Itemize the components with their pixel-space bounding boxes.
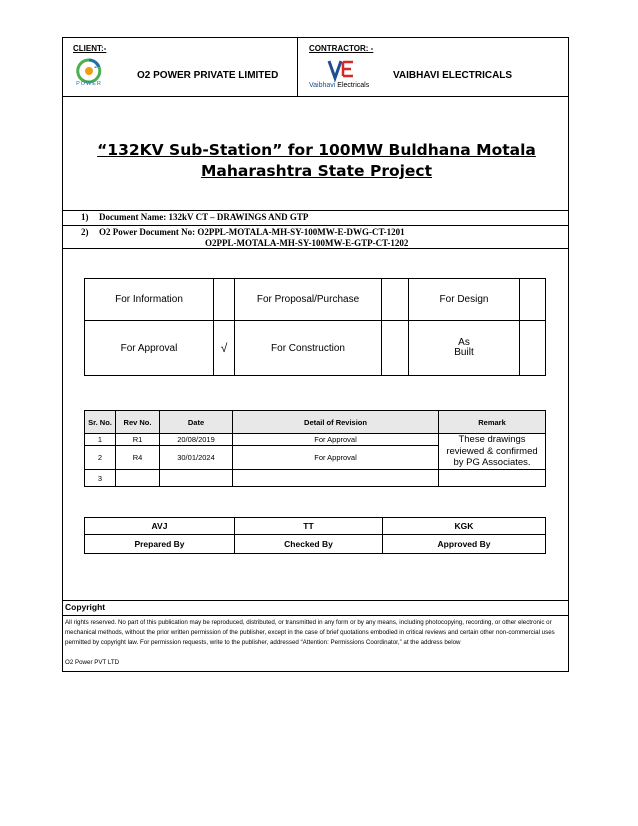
document-name: Document Name: 132kV CT – DRAWINGS AND GTP (99, 212, 309, 222)
doc-rule-1 (63, 210, 568, 211)
client-label: CLIENT:- (73, 44, 107, 53)
rev-header-rev: Rev No. (116, 411, 160, 434)
purpose-as-built-check (520, 321, 546, 376)
rev-cell-date: 30/01/2024 (160, 446, 233, 470)
rev-cell-date (160, 470, 233, 487)
copyright-top-rule (63, 600, 568, 601)
purpose-for-approval: For Approval (85, 321, 214, 376)
rev-cell-detail: For Approval (233, 434, 439, 446)
purpose-table (84, 278, 546, 376)
purpose-design-check (520, 279, 546, 321)
document-number-2: O2PPL-MOTALA-MH-SY-100MW-E-GTP-CT-1202 (205, 238, 409, 248)
purpose-proposal-check (382, 279, 409, 321)
project-title-line2: Maharashtra State Project (200, 162, 433, 180)
rev-cell-sr: 1 (85, 434, 116, 446)
contractor-label: CONTRACTOR: - (309, 44, 374, 53)
purpose-for-information: For Information (85, 279, 214, 321)
purpose-for-design: For Design (409, 279, 520, 321)
rev-header-date: Date (160, 411, 233, 434)
rev-cell-date: 20/08/2019 (160, 434, 233, 446)
vaibhavi-logo (309, 58, 369, 94)
document-sheet (62, 37, 569, 672)
header-divider (297, 38, 298, 96)
prepared-by-label: Prepared By (85, 535, 235, 554)
doc-item-1-number: 1) (81, 212, 89, 222)
document-number-1: O2 Power Document No: O2PPL-MOTALA-MH-SY-100MW-E-DWG-CT-1201 (99, 227, 405, 237)
o2-power-logo (71, 56, 107, 90)
purpose-construction-check (382, 321, 409, 376)
signoff-table (84, 517, 546, 554)
header-bottom-rule (63, 96, 568, 97)
rev-cell-detail (233, 470, 439, 487)
copyright-text: All rights reserved. No part of this publication may be reproduced, distributed, or transmitted in any form or by any means, including photocopying, recording, or other electronic or mechanical methods, without the prior written permission of the publisher, except in the case of brief quotations embodied in critical reviews and certain other non-commercial uses permitted by copyright law. For permission requests, write to the publisher, addressed “Attention: Permissions Coordinator,” at the address below (65, 619, 555, 646)
purpose-approval-check: √ (214, 321, 235, 376)
rev-remark-line1: These drawings (458, 434, 526, 446)
rev-remark-line3: by PG Associates. (453, 457, 531, 469)
rev-cell-sr: 3 (85, 470, 116, 487)
doc-item-2-number: 2) (81, 227, 89, 237)
rev-remark-line2: reviewed & confirmed (446, 445, 538, 457)
approved-by-label: Approved By (383, 535, 546, 554)
rev-header-remark: Remark (439, 411, 546, 434)
rev-cell-sr: 2 (85, 446, 116, 470)
checked-by-name: TT (235, 518, 383, 535)
rev-cell-rev: R4 (116, 446, 160, 470)
table-row (85, 434, 546, 446)
rev-header-sr: Sr. No. (85, 411, 116, 434)
copyright-heading: Copyright (65, 602, 106, 612)
purpose-as-built-line1: As (458, 337, 470, 348)
purpose-as-built (409, 321, 520, 376)
purpose-as-built-line2: Built (454, 347, 474, 358)
svg-text:2: 2 (94, 63, 98, 70)
copyright-heading-rule (63, 615, 568, 616)
rev-cell-detail: For Approval (233, 446, 439, 470)
vaibhavi-logo-text (309, 82, 379, 89)
checked-by-label: Checked By (235, 535, 383, 554)
contractor-name: VAIBHAVI ELECTRICALS (393, 70, 513, 81)
rev-cell-rev: R1 (116, 434, 160, 446)
approved-by-name: KGK (383, 518, 546, 535)
table-row (85, 470, 546, 487)
client-name: O2 POWER PRIVATE LIMITED (137, 70, 279, 81)
doc-rule-3 (63, 248, 568, 249)
revision-table (84, 410, 546, 487)
rev-cell-rev (116, 470, 160, 487)
o2-logo-text: POWER (76, 81, 102, 87)
purpose-for-construction: For Construction (235, 321, 382, 376)
prepared-by-name: AVJ (85, 518, 235, 535)
vaibhavi-logo-text-b: Electricals (337, 82, 370, 89)
rev-cell-remark (439, 470, 546, 487)
vaibhavi-logo-text-a: Vaibhavi (309, 82, 336, 89)
doc-rule-2 (63, 225, 568, 226)
rev-remark (439, 434, 546, 470)
purpose-for-proposal: For Proposal/Purchase (235, 279, 382, 321)
rev-header-detail: Detail of Revision (233, 411, 439, 434)
project-title-line1: “132KV Sub-Station” for 100MW Buldhana Motala (97, 141, 536, 159)
purpose-info-check (214, 279, 235, 321)
copyright-company: O2 Power PVT LTD (65, 659, 120, 666)
